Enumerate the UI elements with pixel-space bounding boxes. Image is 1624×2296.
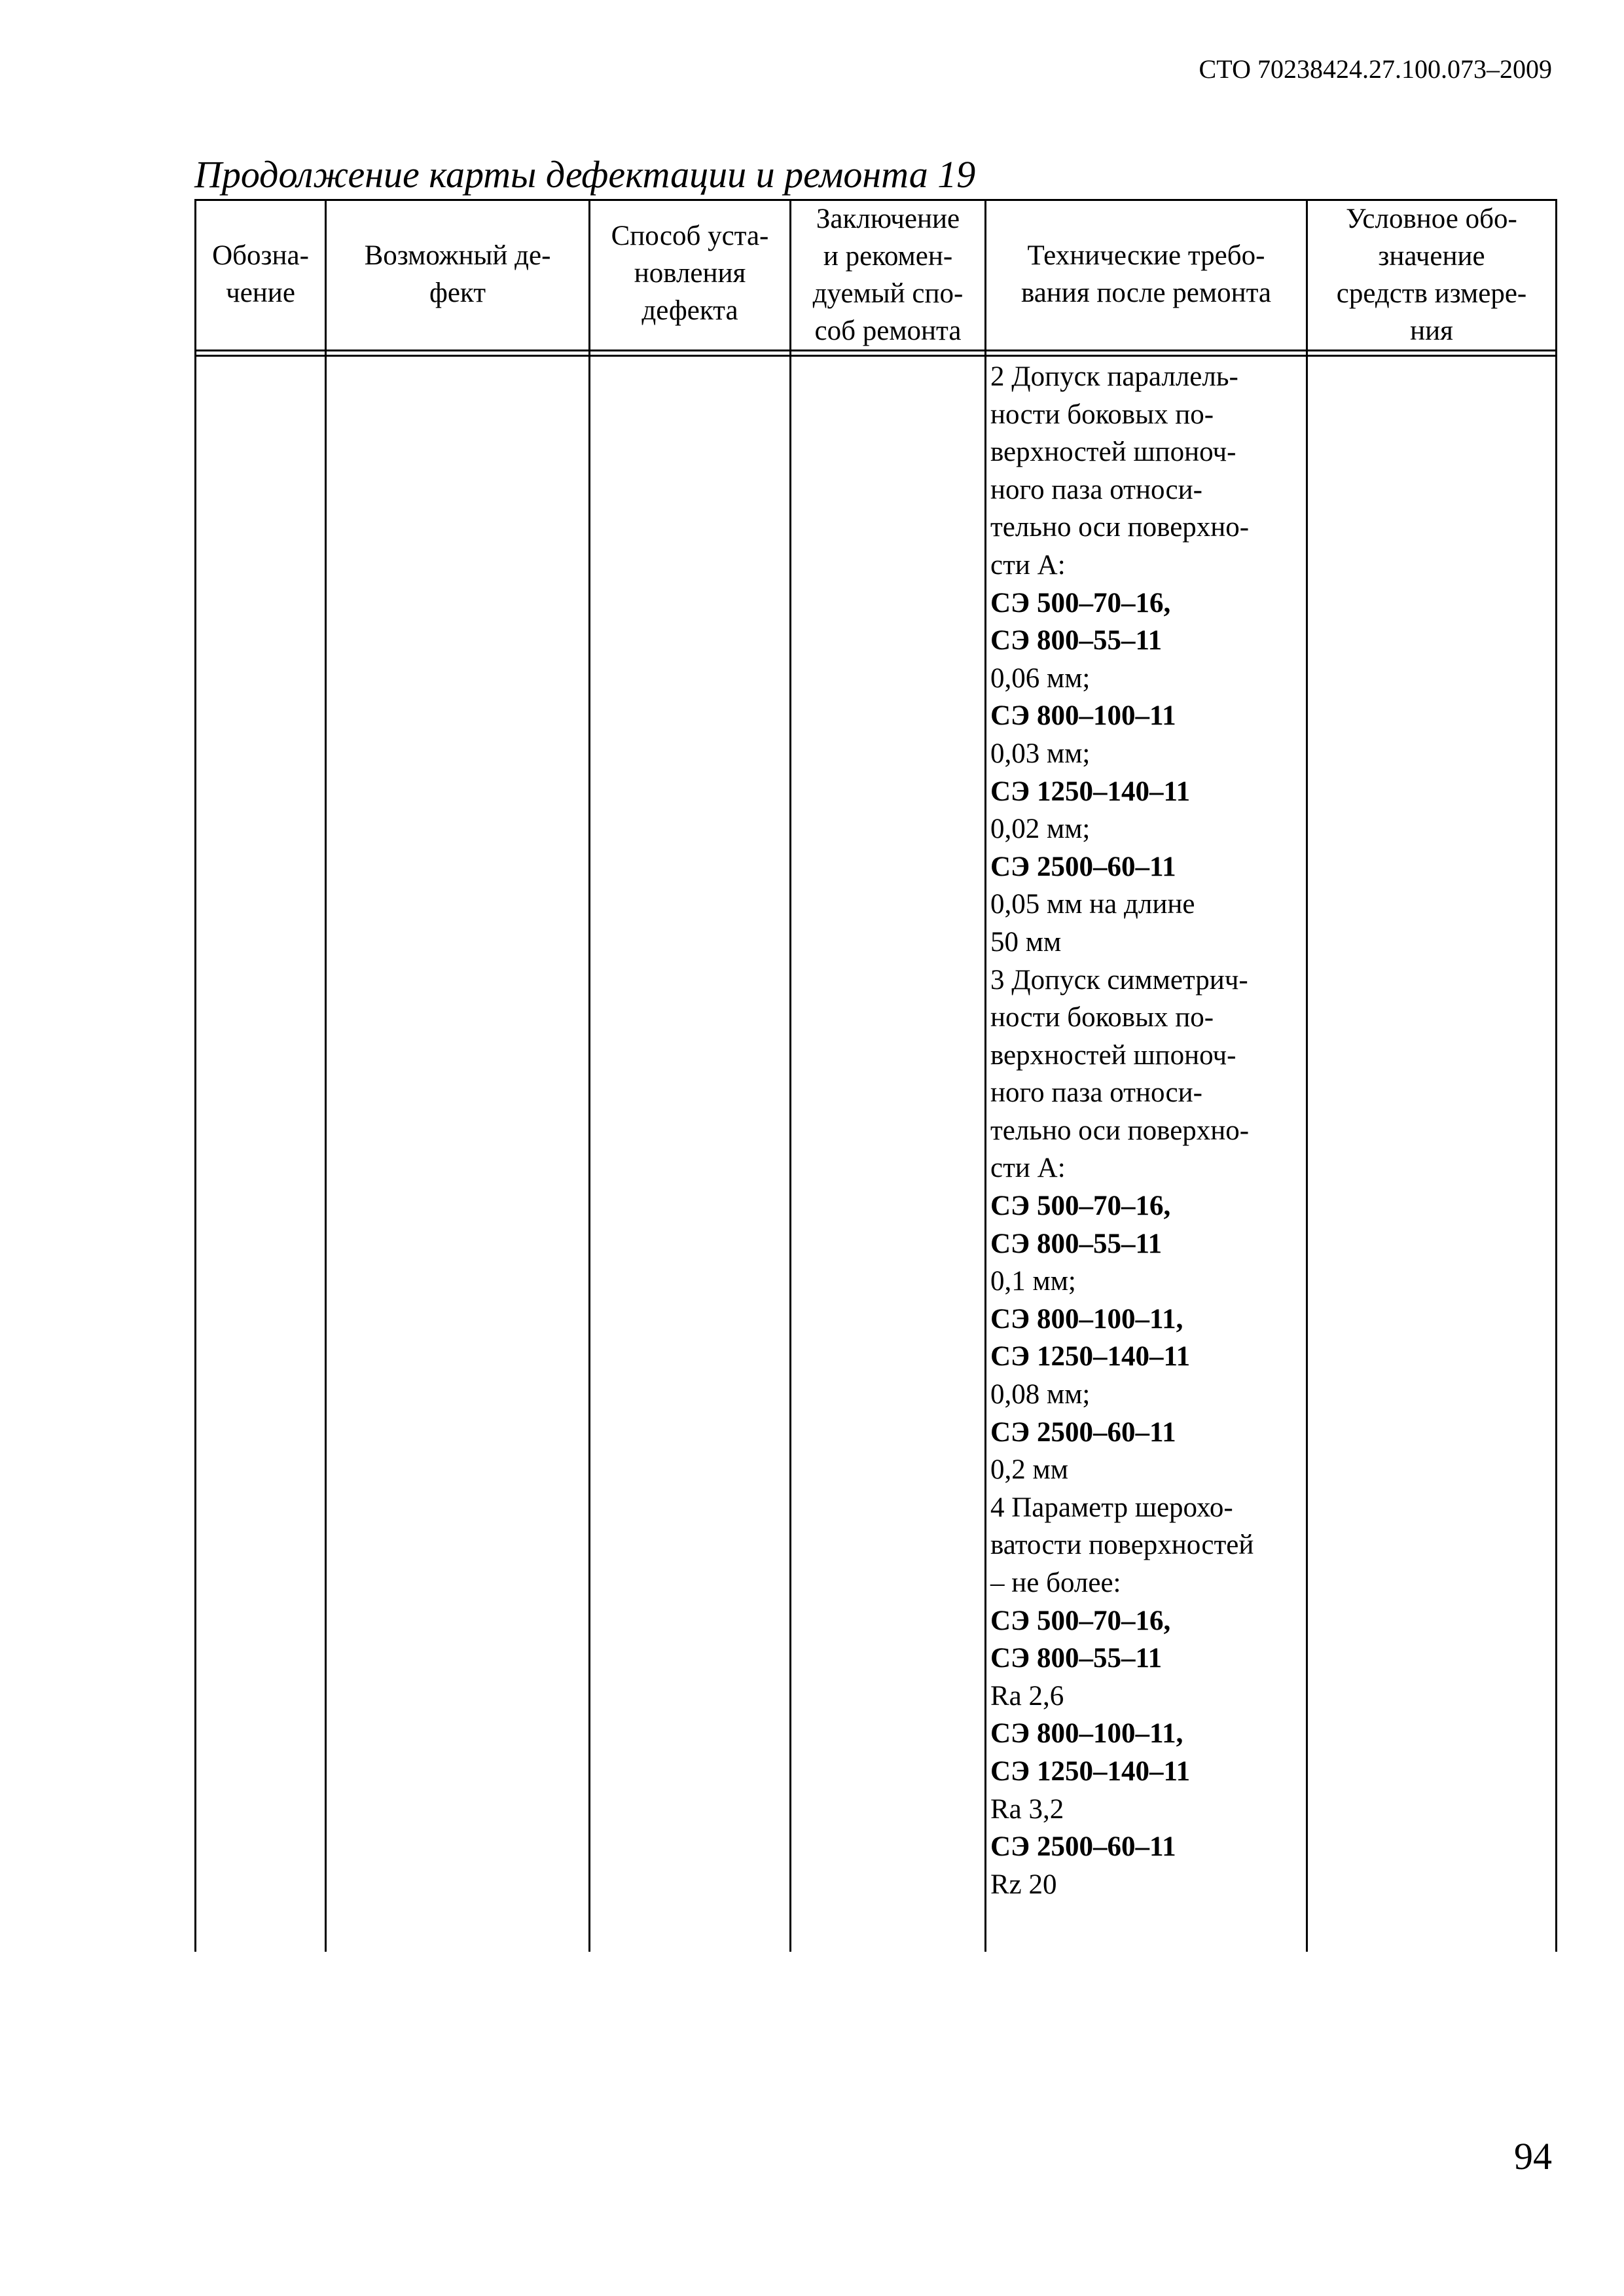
requirement-line: тельно оси поверхно- <box>990 512 1250 543</box>
header-bottom-border <box>194 350 1557 351</box>
header-detection-method-line: новления <box>634 258 746 289</box>
requirement-line: 50 мм <box>990 926 1062 958</box>
requirement-line: тельно оси поверхно- <box>990 1115 1250 1146</box>
requirement-line: Ra 3,2 <box>990 1793 1064 1825</box>
requirement-line: ности боковых по- <box>990 399 1214 430</box>
requirement-line: 0,05 мм на длине <box>990 889 1195 920</box>
header-possible-defect <box>327 237 588 312</box>
requirement-line: ного паза относи- <box>990 1077 1202 1109</box>
table-caption: Продолжение карты дефектации и ремонта 19 <box>194 153 976 196</box>
header-tech-requirements-line: Технические требо- <box>1027 240 1265 271</box>
requirement-line: СЭ 2500–60–11 <box>990 851 1176 882</box>
requirement-line: 2 Допуск параллель- <box>990 361 1238 392</box>
requirement-line: СЭ 2500–60–11 <box>990 1416 1176 1448</box>
requirement-line: ного паза относи- <box>990 474 1202 505</box>
requirement-line: Ra 2,6 <box>990 1680 1064 1712</box>
requirement-line: 3 Допуск симметрич- <box>990 964 1248 996</box>
requirement-line: СЭ 1250–140–11 <box>990 1755 1191 1787</box>
column-divider-6 <box>1555 199 1557 1952</box>
requirement-line: сти А: <box>990 1153 1066 1184</box>
header-designation <box>196 237 325 312</box>
requirement-line: 0,08 мм; <box>990 1379 1091 1410</box>
header-tech-requirements <box>986 237 1306 312</box>
requirement-line: 0,02 мм; <box>990 814 1091 845</box>
header-tech-requirements-line: вания после ремонта <box>1020 278 1272 308</box>
header-detection-method-line: Способ уста- <box>611 221 769 251</box>
requirement-line: 0,2 мм <box>990 1454 1068 1486</box>
requirement-line: 0,03 мм; <box>990 738 1091 769</box>
header-conclusion-line: и рекомен- <box>823 241 953 272</box>
header-possible-defect-line: фект <box>429 278 486 308</box>
column-divider-2 <box>588 199 590 1952</box>
requirement-line: СЭ 800–100–11, <box>990 1303 1183 1335</box>
header-designation-line: чение <box>226 278 295 308</box>
requirement-line: СЭ 800–100–11, <box>990 1718 1183 1749</box>
requirement-line: 0,1 мм; <box>990 1266 1076 1297</box>
requirement-line: СЭ 500–70–16, <box>990 1191 1171 1222</box>
header-bottom-border-double <box>194 355 1557 357</box>
document-code: СТО 70238424.27.100.073–2009 <box>1199 54 1552 84</box>
requirement-line: СЭ 800–55–11 <box>990 625 1163 656</box>
column-divider-4 <box>984 199 986 1952</box>
header-detection-method <box>590 217 789 329</box>
requirement-line: СЭ 2500–60–11 <box>990 1831 1176 1863</box>
requirement-line: – не более: <box>990 1568 1121 1598</box>
tech-requirements-cell <box>990 358 1305 1903</box>
page-number: 94 <box>1514 2135 1552 2178</box>
column-divider-0 <box>194 199 196 1952</box>
header-measurement-tools-line: ния <box>1410 315 1453 346</box>
requirement-line: СЭ 1250–140–11 <box>990 1341 1191 1372</box>
header-possible-defect-line: Возможный де- <box>364 240 551 271</box>
header-conclusion-line: соб ремонта <box>814 315 962 346</box>
requirement-line: СЭ 500–70–16, <box>990 1605 1171 1636</box>
requirement-line: 0,06 мм; <box>990 662 1091 694</box>
requirement-line: СЭ 1250–140–11 <box>990 776 1191 807</box>
requirement-line: СЭ 800–100–11 <box>990 700 1176 732</box>
requirement-line: Rz 20 <box>990 1869 1057 1900</box>
header-measurement-tools-line: значение <box>1378 241 1485 272</box>
requirement-line: ности боковых по- <box>990 1002 1214 1033</box>
column-divider-3 <box>789 199 791 1952</box>
requirement-line: ватости поверхностей <box>990 1530 1254 1561</box>
header-designation-line: Обозна- <box>212 240 309 271</box>
requirement-line: СЭ 500–70–16, <box>990 587 1171 619</box>
requirement-line: СЭ 800–55–11 <box>990 1228 1163 1259</box>
requirement-line: верхностей шпоноч- <box>990 1039 1236 1071</box>
requirement-line: 4 Параметр шерохо- <box>990 1492 1233 1523</box>
header-conclusion-line: Заключение <box>816 204 960 234</box>
requirement-line: верхностей шпоноч- <box>990 437 1236 468</box>
column-divider-1 <box>325 199 327 1952</box>
header-conclusion <box>791 200 984 350</box>
header-detection-method-line: дефекта <box>641 295 738 326</box>
column-divider-5 <box>1306 199 1308 1952</box>
header-measurement-tools <box>1308 200 1555 350</box>
header-measurement-tools-line: средств измере- <box>1336 278 1527 309</box>
requirement-line: СЭ 800–55–11 <box>990 1643 1163 1674</box>
header-measurement-tools-line: Условное обо- <box>1346 204 1517 234</box>
requirement-line: сти А: <box>990 549 1066 581</box>
header-conclusion-line: дуемый спо- <box>812 278 964 309</box>
